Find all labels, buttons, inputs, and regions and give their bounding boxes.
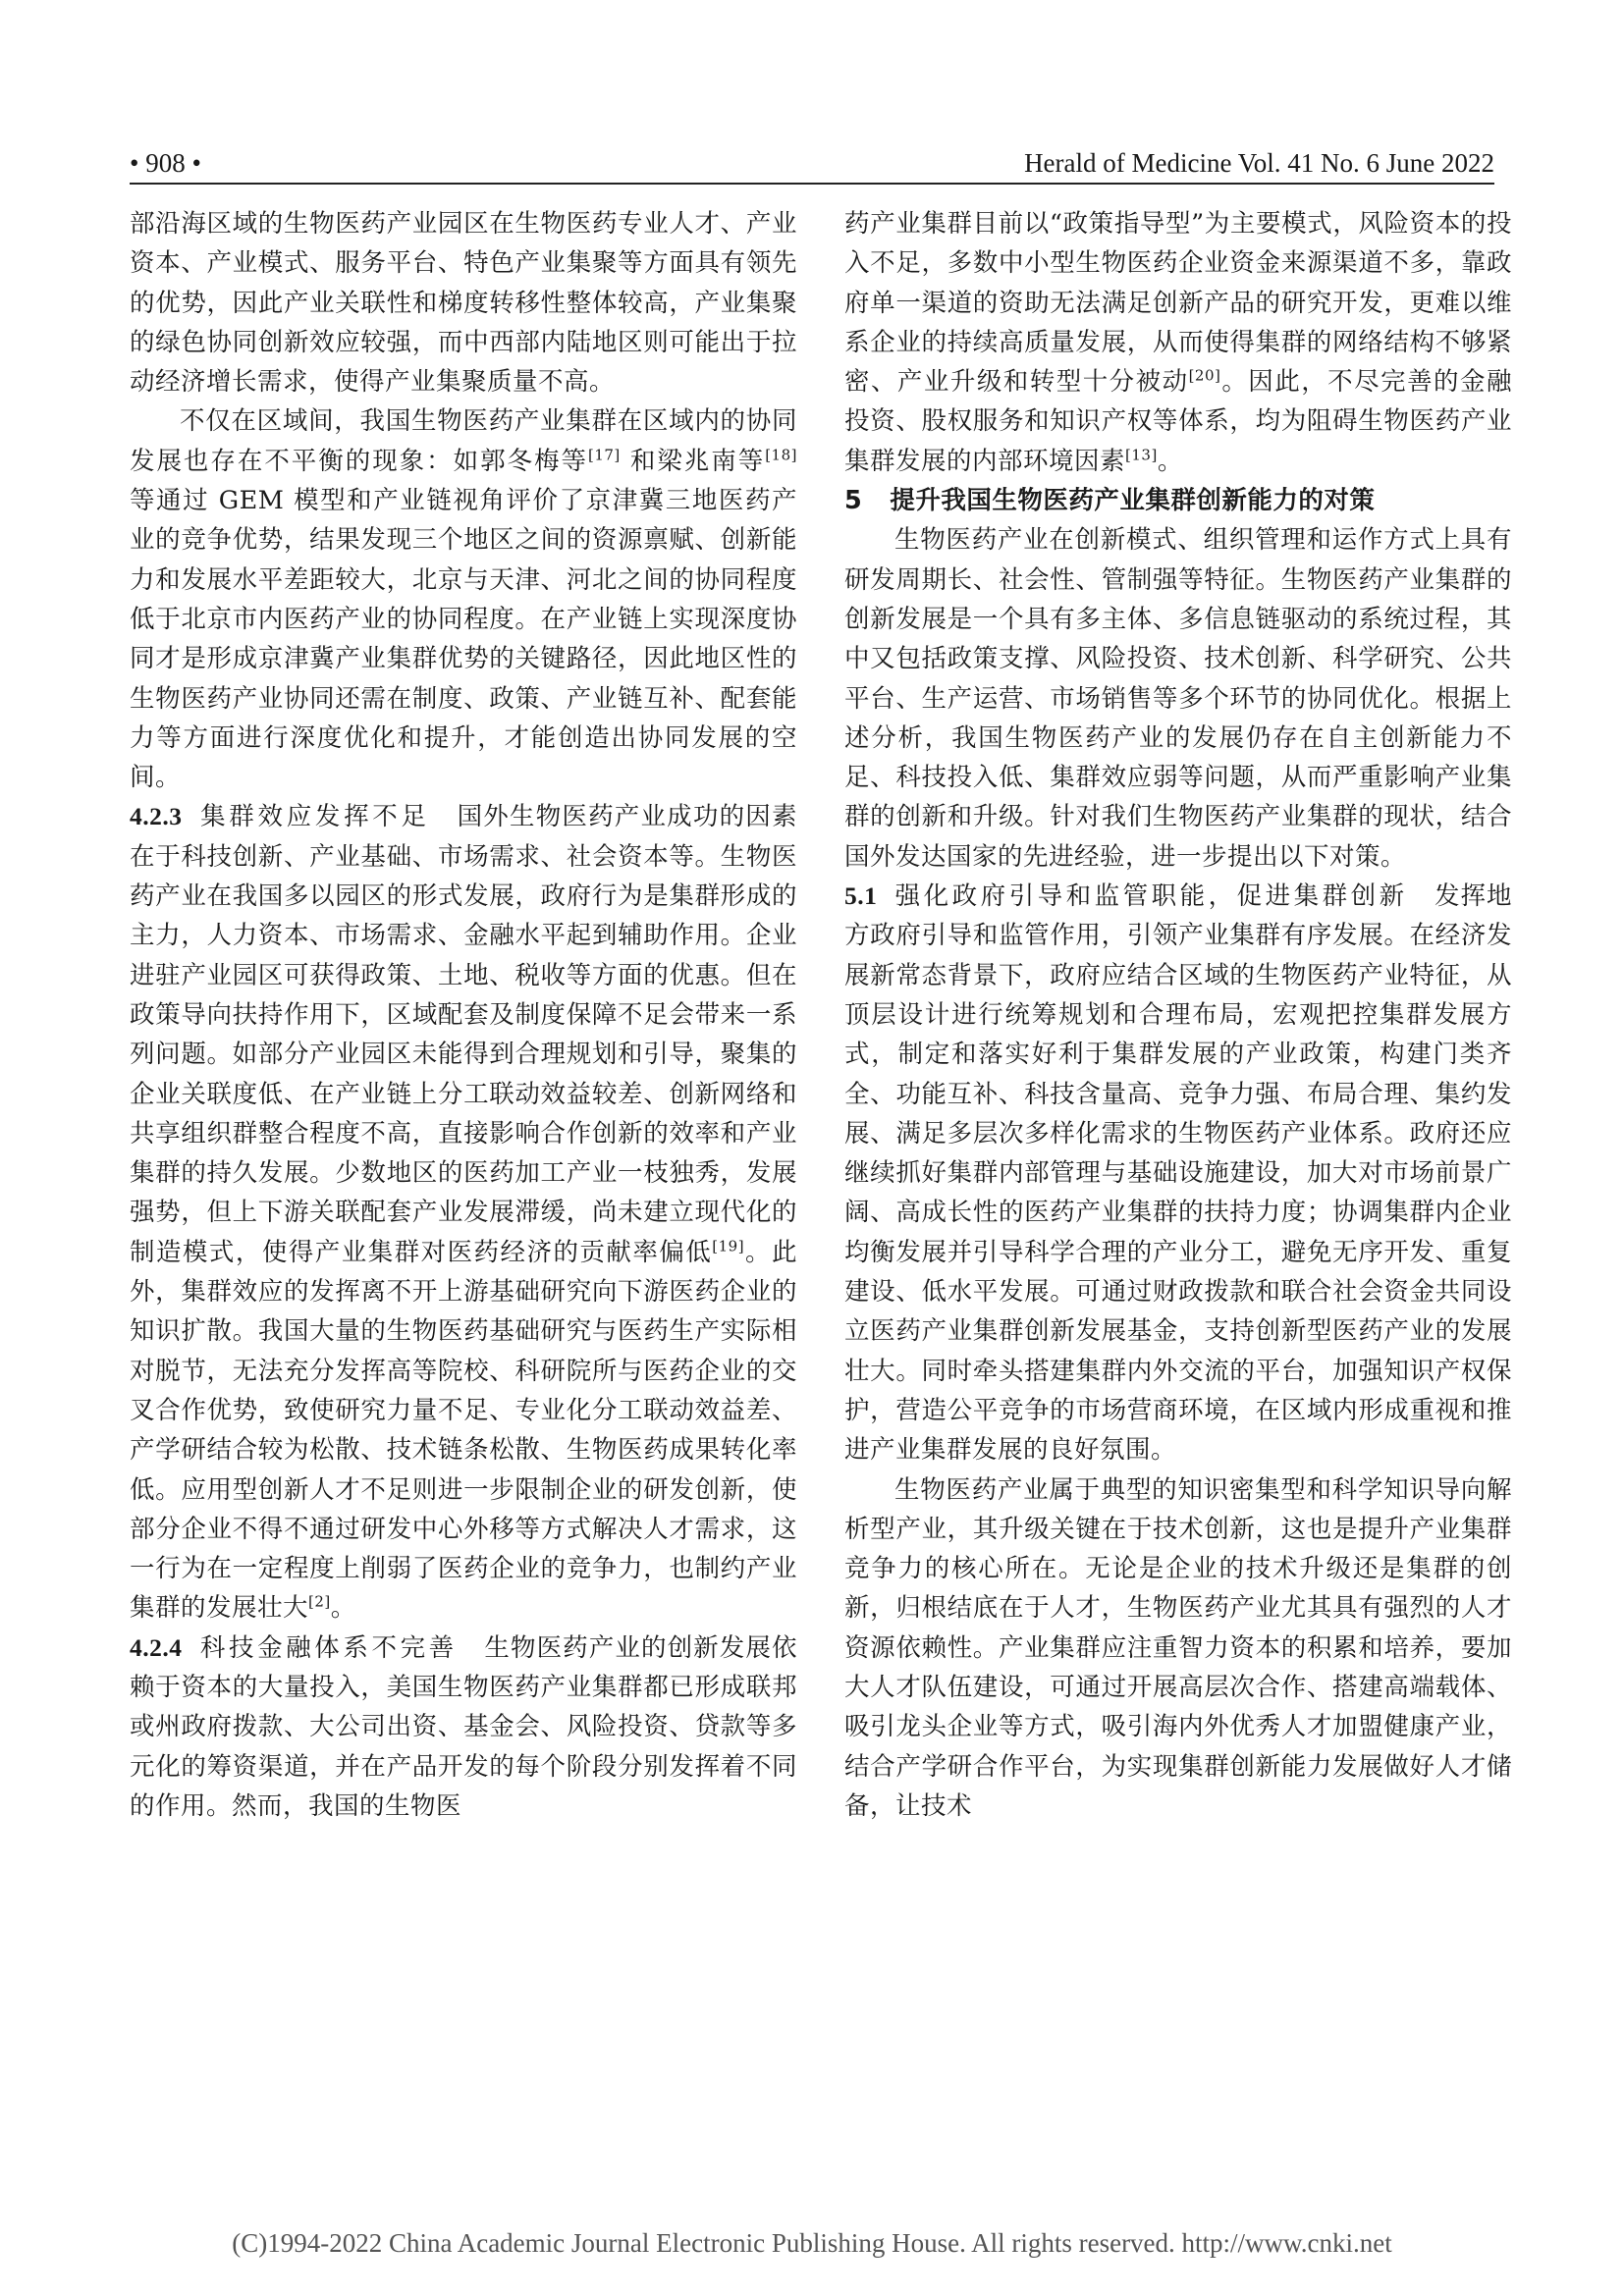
paragraph: 药产业集群目前以“政策指导型”为主要模式，风险资本的投入不足，多数中小型生物医药企业资金来源渠道不多，靠政府单一渠道的资助无法满足创新产品的研究开发，更难以维系企业的持续高质量发展，从而使得集群的网络结构不够紧密、产业升级和转型十分被动[20]。因此，不尽完善的金融投资、股权服务和知识产权等体系，均为阻碍生物医药产业集群发展的内部环境因素[13]。 bbox=[844, 209, 1512, 476]
section-number: 5.1 bbox=[844, 881, 878, 911]
paragraph: 生物医药产业在创新模式、组织管理和运作方式上具有研发周期长、社会性、管制强等特征。生物医药产业集群的创新发展是一个具有多主体、多信息链驱动的系统过程，其中又包括政策支撑、风险投资、技术创新、科学研究、公共平台、生产运营、市场销售等多个环节的协同优化。根据上述分析，我国生物医药产业的发展仍存在自主创新能力不足、科技投入低、集群效应弱等问题，从而严重影响产业集群的创新和升级。针对我们生物医药产业集群的现状，结合国外发达国家的先进经验，进一步提出以下对策。 bbox=[844, 525, 1512, 872]
section-title: 强化政府引导和监管职能，促进集群创新 bbox=[894, 881, 1408, 912]
paragraph: 生物医药产业属于典型的知识密集型和科学知识导向解析型产业，其升级关键在于技术创新，这也是提升产业集群竞争力的核心所在。无论是企业的技术升级还是集群的创新，归根结底在于人才，生物医药产业尤其具有强烈的人才资源依赖性。产业集群应注重智力资本的积累和培养，要加大人才队伍建设，可通过开展高层次合作、搭建高端载体、吸引龙头企业等方式，吸引海内外优秀人才加盟健康产业，结合产学研合作平台，为实现集群创新能力发展做好人才储备，让技术 bbox=[844, 1474, 1512, 1821]
journal-citation: Herald of Medicine Vol. 41 No. 6 June 2022 bbox=[1024, 148, 1494, 178]
citation-ref: [13] bbox=[1125, 446, 1158, 464]
copyright-footer: (C)1994-2022 China Academic Journal Electronic Publishing House. All rights reserved. http://www.cnki.net bbox=[232, 2228, 1392, 2258]
citation-ref: [18] bbox=[765, 446, 797, 464]
section-number: 4.2.3 bbox=[130, 802, 183, 831]
section-heading: 5 提升我国生物医药产业集群创新能力的对策 bbox=[844, 486, 1376, 516]
section-number: 4.2.4 bbox=[130, 1632, 183, 1662]
citation-ref: [17] bbox=[587, 446, 621, 464]
paragraph: 不仅在区域间，我国生物医药产业集群在区域内的协同发展也存在不平衡的现象：如郭冬梅等[17] 和梁兆南等[18] 等通过 GEM 模型和产业链视角评价了京津冀三地医药产业的竞争优势，结果发现三个地区之间的资源禀赋、创新能力和发展水平差距较大，北京与天津、河北之间的协同程度低于北京市内医药产业的协同程度。在产业链上实现深度协同才是形成京津冀产业集群优势的关键路径，因此地区性的生物医药产业协同还需在制度、政策、产业链互补、配套能力等方面进行深度优化和提升，才能创造出协同发展的空间。 bbox=[130, 406, 797, 793]
page-number: • 908 • bbox=[130, 148, 201, 178]
subsection-4-2-4: 4.2.4 科技金融体系不完善 生物医药产业的创新发展依赖于资本的大量投入，美国生物医药产业集群都已形成联邦或州政府拨款、大公司出资、基金会、风险投资、贷款等多元化的筹资渠道，并在产品开发的每个阶段分别发挥着不同的作用。然而，我国的生物医 bbox=[130, 1632, 797, 1821]
subsection-5-1: 5.1 强化政府引导和监管职能，促进集群创新 发挥地方政府引导和监管作用，引领产业集群有序发展。在经济发展新常态背景下，政府应结合区域的生物医药产业特征，从顶层设计进行统筹规划和合理布局，宏观把控集群发展方式，制定和落实好利于集群发展的产业政策，构建门类齐全、功能互补、科技含量高、竞争力强、布局合理、集约发展、满足多层次多样化需求的生物医药产业体系。政府还应继续抓好集群内部管理与基础设施建设，加大对市场前景广阔、高成长性的医药产业集群的扶持力度；协调集群内企业均衡发展并引导科学合理的产业分工，避免无序开发、重复建设、低水平发展。可通过财政拨款和联合社会资金共同设立医药产业集群创新发展基金，支持创新型医药产业的发展壮大。同时牵头搭建集群内外交流的平台，加强知识产权保护，营造公平竞争的市场营商环境，在区域内形成重视和推进产业集群发展的良好氛围。 bbox=[844, 881, 1512, 1466]
right-column bbox=[844, 204, 1512, 1826]
running-header bbox=[130, 135, 1494, 179]
citation-ref: [20] bbox=[1188, 366, 1221, 385]
section-title: 集群效应发挥不足 bbox=[200, 802, 430, 832]
section-title: 科技金融体系不完善 bbox=[199, 1632, 458, 1663]
header-rule bbox=[130, 183, 1494, 185]
citation-ref: [19] bbox=[712, 1237, 745, 1255]
left-column bbox=[130, 204, 797, 1826]
citation-ref: [2] bbox=[308, 1592, 331, 1611]
paragraph: 部沿海区域的生物医药产业园区在生物医药专业人才、产业资本、产业模式、服务平台、特色产业集聚等方面具有领先的优势，因此产业关联性和梯度转移性整体较高，产业集聚的绿色协同创新效应较强，而中西部内陆地区则可能出于拉动经济增长需求，使得产业集聚质量不高。 bbox=[130, 209, 797, 398]
subsection-4-2-3: 4.2.3 集群效应发挥不足 国外生物医药产业成功的因素在于科技创新、产业基础、市场需求、社会资本等。生物医药产业在我国多以园区的形式发展，政府行为是集群形成的主力，人力资本、市场需求、金融水平起到辅助作用。企业进驻产业园区可获得政策、土地、税收等方面的优惠。但在政策导向扶持作用下，区域配套及制度保障不足会带来一系列问题。如部分产业园区未能得到合理规划和引导，聚集的企业关联度低、在产业链上分工联动效益较差、创新网络和共享组织群整合程度不高，直接影响合作创新的效率和产业集群的持久发展。少数地区的医药加工产业一枝独秀，发展强势，但上下游关联配套产业发展滞缓，尚未建立现代化的制造模式，使得产业集群对医药经济的贡献率偏低[19]。此外，集群效应的发挥离不开上游基础研究向下游医药企业的知识扩散。我国大量的生物医药基础研究与医药生产实际相对脱节，无法充分发挥高等院校、科研院所与医药企业的交叉合作优势，致使研究力量不足、专业化分工联动效益差、产学研结合较为松散、技术链条松散、生物医药成果转化率低。应用型创新人才不足则进一步限制企业的研发创新，使部分企业不得不通过研发中心外移等方式解决人才需求，这一行为在一定程度上削弱了医药企业的竞争力，也制约产业集群的发展壮大[2]。 bbox=[130, 802, 797, 1624]
